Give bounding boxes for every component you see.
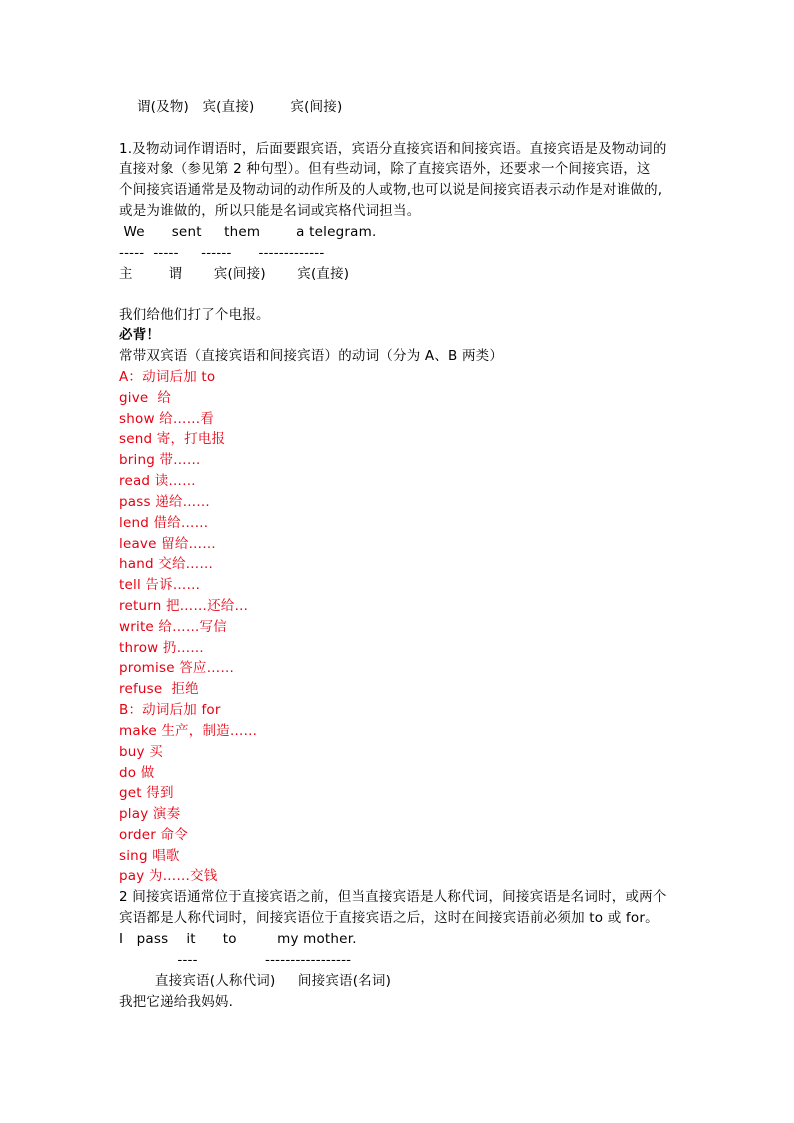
group-b-item: sing 唱歌 [119,848,180,864]
group-a-item: read 读…… [119,473,196,489]
group-a-item: return 把……还给… [119,598,249,614]
group-b-item: buy 买 [119,744,163,760]
group-a-item: bring 带…… [119,452,201,468]
example-1-translation: 我们给他们打了个电报。 [119,307,270,323]
example-1-labels: 主 谓 宾(间接) 宾(直接) [119,266,350,282]
paragraph-1-line-3: 个间接宾语通常是及物动词的动作所及的人或物,也可以说是间接宾语表示动作是对谁做的, [119,182,663,198]
example-2-labels: 直接宾语(人称代词) 间接宾语(名词) [119,973,392,989]
group-b-item: get 得到 [119,785,174,801]
example-2-sentence: I pass it to my mother. [119,931,357,947]
group-a-item: show 给……看 [119,411,214,427]
example-2-translation: 我把它递给我妈妈. [119,994,234,1010]
group-a-item: hand 交给…… [119,556,214,572]
group-b-heading: B：动词后加 for [119,702,221,718]
example-1-dashes: ----- ----- ------ ------------- [119,245,325,261]
group-b-item: make 生产，制造…… [119,723,258,739]
paragraph-1-line-1: 1.及物动词作谓语时，后面要跟宾语，宾语分直接宾语和间接宾语。直接宾语是及物动词的 [119,141,667,157]
paragraph-1-line-4: 或是为谁做的，所以只能是名词或宾格代词担当。 [119,203,421,219]
group-a-item: lend 借给…… [119,515,209,531]
group-a-item: refuse 拒绝 [119,681,199,697]
verb-list-title: 常带双宾语（直接宾语和间接宾语）的动词（分为 A、B 两类） [119,348,504,364]
group-a-item: promise 答应…… [119,660,235,676]
example-1-sentence: We sent them a telegram. [119,224,377,240]
group-a-item: tell 告诉…… [119,577,201,593]
group-a-item: throw 扔…… [119,640,204,656]
group-b-item: play 演奏 [119,806,181,822]
sentence-element-labels: 谓(及物) 宾(直接) 宾(间接) [119,99,343,115]
group-a-item: leave 留给…… [119,536,216,552]
group-b-item: pay 为……交钱 [119,868,218,884]
group-a-item: write 给……写信 [119,619,227,635]
group-a-item: pass 递给…… [119,494,211,510]
paragraph-2-line-2: 宾语都是人称代词时，间接宾语位于直接宾语之后，这时在间接宾语前必须加 to 或 for。 [119,910,659,926]
paragraph-1-line-2: 直接对象（参见第 2 种句型）。但有些动词，除了直接宾语外，还要求一个间接宾语，这 [119,161,651,177]
group-a-item: give 给 [119,390,172,406]
group-a-item: send 寄，打电报 [119,431,226,447]
group-b-item: do 做 [119,765,155,781]
must-memorize-note: 必背！ [119,327,161,343]
example-2-dashes: ---- ----------------- [119,952,352,968]
paragraph-2-line-1: 2 间接宾语通常位于直接宾语之前，但当直接宾语是人称代词，间接宾语是名词时，或两个 [119,889,667,905]
group-b-item: order 命令 [119,827,188,843]
group-a-heading: A：动词后加 to [119,369,216,385]
